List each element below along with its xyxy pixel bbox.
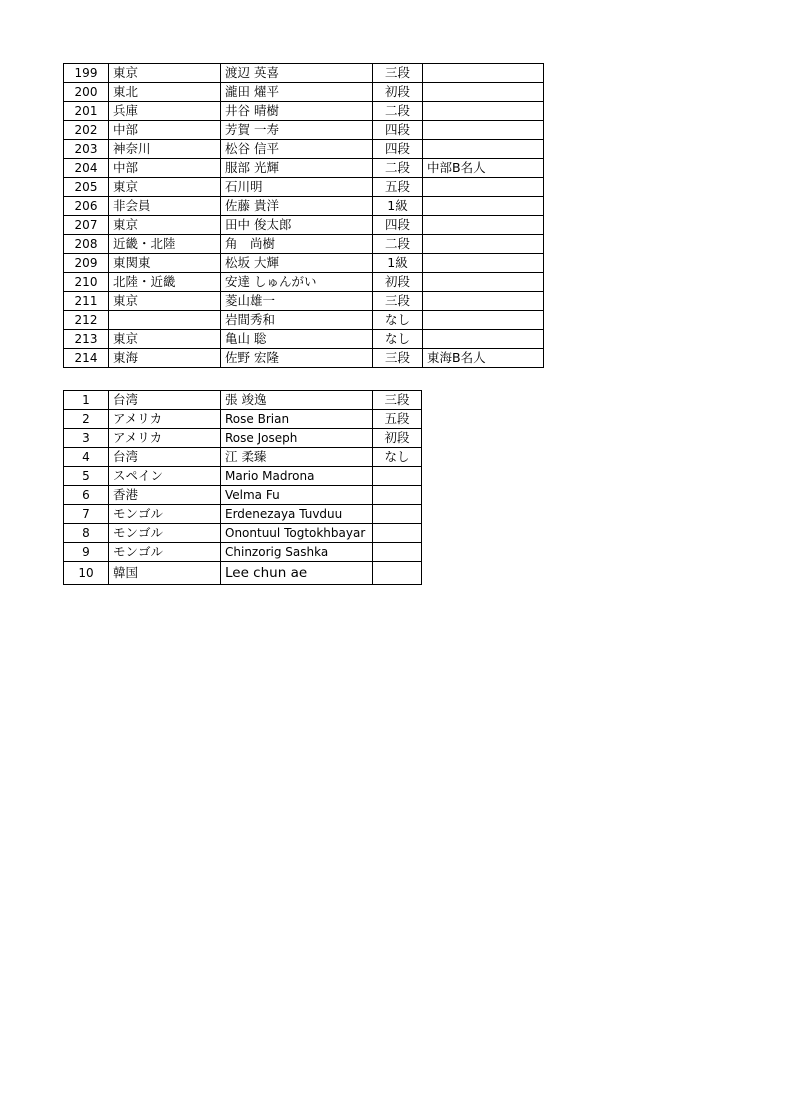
player-name-cell: Lee chun ae (221, 562, 373, 585)
table-row (64, 102, 544, 121)
table-row (64, 121, 544, 140)
entry-number: 209 (64, 254, 109, 273)
region-cell: 東京 (109, 178, 221, 197)
player-name-cell: 松坂 大輝 (221, 254, 373, 273)
region-cell: 東京 (109, 330, 221, 349)
note-cell (423, 178, 544, 197)
player-name-cell: Chinzorig Sashka (221, 543, 373, 562)
player-name-cell: Mario Madrona (221, 467, 373, 486)
table-row (64, 178, 544, 197)
table-row (64, 197, 544, 216)
region-cell: 東海 (109, 349, 221, 368)
entry-number: 207 (64, 216, 109, 235)
note-cell (423, 273, 544, 292)
note-cell (423, 292, 544, 311)
region-cell: 韓国 (109, 562, 221, 585)
table-row (64, 254, 544, 273)
rank-cell: 初段 (373, 83, 423, 102)
player-name-cell: 瀧田 燿平 (221, 83, 373, 102)
entry-number: 202 (64, 121, 109, 140)
rank-cell: 五段 (373, 410, 422, 429)
rank-cell: 四段 (373, 121, 423, 140)
entry-number: 3 (64, 429, 109, 448)
rank-cell: 三段 (373, 349, 423, 368)
table-row (64, 524, 422, 543)
table-row (64, 543, 422, 562)
region-cell: 台湾 (109, 391, 221, 410)
note-cell (423, 102, 544, 121)
player-name-cell: 角 尚樹 (221, 235, 373, 254)
entry-number: 204 (64, 159, 109, 178)
rank-cell: 二段 (373, 235, 423, 254)
entry-number: 203 (64, 140, 109, 159)
entry-number: 214 (64, 349, 109, 368)
table-row (64, 292, 544, 311)
player-name-cell: 芳賀 一寿 (221, 121, 373, 140)
region-cell: 北陸・近畿 (109, 273, 221, 292)
player-name-cell: 井谷 晴樹 (221, 102, 373, 121)
note-cell: 中部B名人 (423, 159, 544, 178)
table-row (64, 83, 544, 102)
note-cell (423, 64, 544, 83)
entry-number: 5 (64, 467, 109, 486)
note-cell (423, 330, 544, 349)
player-name-cell: 安達 しゅんがい (221, 273, 373, 292)
player-name-cell: 石川明 (221, 178, 373, 197)
rank-cell: 四段 (373, 216, 423, 235)
player-name-cell: 亀山 聡 (221, 330, 373, 349)
table-row (64, 429, 422, 448)
region-cell: アメリカ (109, 429, 221, 448)
rank-cell: 初段 (373, 429, 422, 448)
table-row (64, 410, 422, 429)
region-cell: 東関東 (109, 254, 221, 273)
rank-cell: 四段 (373, 140, 423, 159)
note-cell (423, 311, 544, 330)
table-row (64, 562, 422, 585)
region-cell: 近畿・北陸 (109, 235, 221, 254)
entry-number: 9 (64, 543, 109, 562)
rank-cell: 1級 (373, 254, 423, 273)
table-row (64, 216, 544, 235)
player-name-cell: Rose Joseph (221, 429, 373, 448)
rank-cell: 初段 (373, 273, 423, 292)
table-row (64, 140, 544, 159)
region-cell: モンゴル (109, 505, 221, 524)
region-cell: アメリカ (109, 410, 221, 429)
rank-cell (373, 562, 422, 585)
entry-number: 205 (64, 178, 109, 197)
player-name-cell: 服部 光輝 (221, 159, 373, 178)
table-row (64, 391, 422, 410)
note-cell (423, 140, 544, 159)
table-row (64, 273, 544, 292)
player-name-cell: Velma Fu (221, 486, 373, 505)
entry-number: 212 (64, 311, 109, 330)
note-cell: 東海B名人 (423, 349, 544, 368)
rank-cell (373, 543, 422, 562)
region-cell: 中部 (109, 121, 221, 140)
entry-number: 211 (64, 292, 109, 311)
entry-number: 8 (64, 524, 109, 543)
region-cell: 香港 (109, 486, 221, 505)
note-cell (423, 121, 544, 140)
player-name-cell: 岩間秀和 (221, 311, 373, 330)
region-cell: 台湾 (109, 448, 221, 467)
region-cell: 東京 (109, 292, 221, 311)
table-row (64, 505, 422, 524)
rank-cell: なし (373, 448, 422, 467)
region-cell: モンゴル (109, 524, 221, 543)
rank-cell: なし (373, 330, 423, 349)
table-row (64, 235, 544, 254)
entry-number: 10 (64, 562, 109, 585)
region-cell: 東北 (109, 83, 221, 102)
region-cell: 非会員 (109, 197, 221, 216)
members-table (63, 63, 544, 368)
player-name-cell: 張 竣逸 (221, 391, 373, 410)
rank-cell: 二段 (373, 102, 423, 121)
entry-number: 200 (64, 83, 109, 102)
entry-number: 210 (64, 273, 109, 292)
rank-cell (373, 467, 422, 486)
entry-number: 4 (64, 448, 109, 467)
player-name-cell: 佐野 宏隆 (221, 349, 373, 368)
table-row (64, 330, 544, 349)
region-cell: 東京 (109, 64, 221, 83)
region-cell: モンゴル (109, 543, 221, 562)
rank-cell: なし (373, 311, 423, 330)
rank-cell: 三段 (373, 292, 423, 311)
guests-table (63, 390, 422, 585)
player-name-cell: Onontuul Togtokhbayar (221, 524, 373, 543)
rank-cell: 1級 (373, 197, 423, 216)
table-row (64, 448, 422, 467)
note-cell (423, 197, 544, 216)
rank-cell: 三段 (373, 391, 422, 410)
table-row (64, 64, 544, 83)
region-cell: 東京 (109, 216, 221, 235)
region-cell (109, 311, 221, 330)
entry-number: 213 (64, 330, 109, 349)
table-row (64, 349, 544, 368)
rank-cell (373, 486, 422, 505)
note-cell (423, 83, 544, 102)
region-cell: 兵庫 (109, 102, 221, 121)
entry-number: 6 (64, 486, 109, 505)
rank-cell (373, 524, 422, 543)
player-name-cell: 松谷 信平 (221, 140, 373, 159)
entry-number: 199 (64, 64, 109, 83)
table-row (64, 467, 422, 486)
player-name-cell: 佐藤 貴洋 (221, 197, 373, 216)
entry-number: 1 (64, 391, 109, 410)
player-name-cell: 江 柔臻 (221, 448, 373, 467)
player-name-cell: 田中 俊太郎 (221, 216, 373, 235)
note-cell (423, 235, 544, 254)
rank-cell: 二段 (373, 159, 423, 178)
rank-cell (373, 505, 422, 524)
player-name-cell: 菱山雄一 (221, 292, 373, 311)
entry-number: 2 (64, 410, 109, 429)
player-name-cell: 渡辺 英喜 (221, 64, 373, 83)
note-cell (423, 254, 544, 273)
table-row (64, 486, 422, 505)
region-cell: 中部 (109, 159, 221, 178)
region-cell: スペイン (109, 467, 221, 486)
table-row (64, 311, 544, 330)
player-name-cell: Erdenezaya Tuvduu (221, 505, 373, 524)
entry-number: 208 (64, 235, 109, 254)
region-cell: 神奈川 (109, 140, 221, 159)
rank-cell: 五段 (373, 178, 423, 197)
rank-cell: 三段 (373, 64, 423, 83)
note-cell (423, 216, 544, 235)
entry-number: 201 (64, 102, 109, 121)
player-name-cell: Rose Brian (221, 410, 373, 429)
table-row (64, 159, 544, 178)
entry-number: 206 (64, 197, 109, 216)
entry-number: 7 (64, 505, 109, 524)
